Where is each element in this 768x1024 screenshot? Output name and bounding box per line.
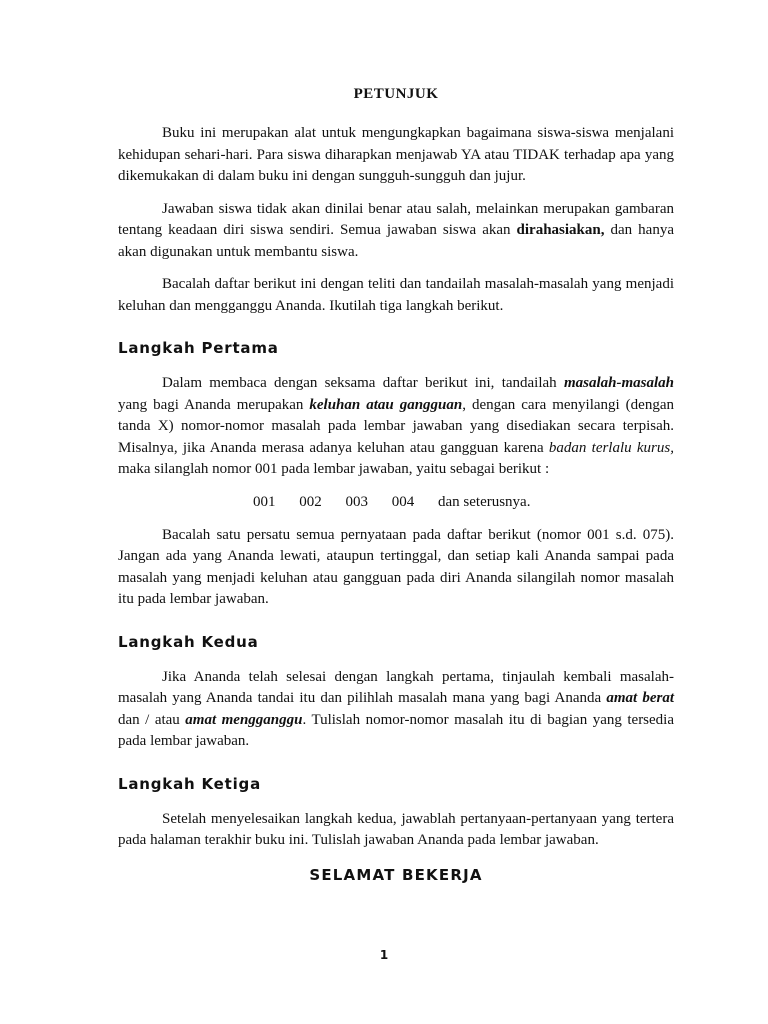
intro-paragraph-2-text-c: dan hanya akan digunakan untuk membantu siswa. xyxy=(118,222,674,260)
step3-heading: Langkah Ketiga xyxy=(118,774,261,793)
intro-paragraph-2 xyxy=(118,199,674,264)
example-number-003: 003 xyxy=(345,493,368,510)
page-number: 1 xyxy=(379,948,389,962)
emphasis-keluhan-atau-gangguan: keluhan atau gangguan xyxy=(309,396,463,413)
closing-text: SELAMAT BEKERJA xyxy=(309,865,483,884)
example-etcetera: dan seterusnya. xyxy=(438,493,531,510)
step1-heading: Langkah Pertama xyxy=(118,339,279,357)
step1-paragraph-2: Bacalah satu persatu semua pernyataan pada daftar berikut (nomor 001 s.d. 075). Jangan ada yang Ananda lewati, ataupun tertinggal, dan setiap kali Ananda sampai pada masalah yang menjadi keluhan atau gangguan pada diri Ananda silangilah nomor masalah itu pada lembar jawaban. xyxy=(118,526,674,607)
step2-text-c: dan / atau xyxy=(118,711,186,728)
emphasis-dirahasiakan: dirahasiakan, xyxy=(516,222,605,238)
step1-text-c: yang bagi Ananda merupakan xyxy=(118,396,310,413)
emphasis-amat-mengganggu: amat mengganggu xyxy=(185,711,303,728)
example-number-002: 002 xyxy=(299,493,322,510)
step2-text-e: . Tulislah nomor-nomor masalah itu di bagian yang tersedia pada lembar jawaban. xyxy=(118,711,675,749)
intro-paragraph-3: Bacalah daftar berikut ini dengan teliti dan tandailah masalah-masalah yang menjadi keluhan dan mengganggu Ananda. Ikutilah tiga langkah berikut. xyxy=(118,276,674,314)
example-number-001: 001 xyxy=(253,493,276,510)
example-number-004: 004 xyxy=(391,493,415,510)
intro-paragraph-2-text-a: Jawaban siswa tidak akan dinilai benar atau salah, melainkan merupakan gambaran tentang keadaan diri siswa sendiri. Semua jawaban siswa akan xyxy=(118,200,674,238)
step3-paragraph-1: Setelah menyelesaikan langkah kedua, jawablah pertanyaan-pertanyaan yang tertera pada halaman terakhir buku ini. Tulislah jawaban Ananda pada lembar jawaban. xyxy=(118,810,674,848)
intro-paragraph-1: Buku ini merupakan alat untuk mengungkapkan bagaimana siswa-siswa menjalani kehidupan sehari-hari. Para siswa diharapkan menjawab YA atau TIDAK terhadap apa yang dikemukakan di dalam buku ini dengan sungguh-sungguh dan jujur. xyxy=(118,125,674,184)
emphasis-amat-berat: amat berat xyxy=(606,690,674,706)
emphasis-badan-terlalu-kurus: badan terlalu kurus, xyxy=(548,439,674,456)
step2-paragraph-1 xyxy=(118,667,674,753)
step1-paragraph-1 xyxy=(118,373,674,481)
step2-text-a: Jika Ananda telah selesai dengan langkah pertama, tinjaulah kembali masalah-masalah yang Ananda tandai itu dan pilihlah masalah mana yang bagi Ananda xyxy=(118,668,674,706)
emphasis-masalah-masalah: masalah-masalah xyxy=(563,375,674,391)
step2-heading: Langkah Kedua xyxy=(118,632,259,651)
step1-text-a: Dalam membaca dengan seksama daftar berikut ini, tandailah xyxy=(162,375,564,391)
step1-text-e: , dengan cara menyilangi (dengan tanda X) nomor-nomor masalah pada lembar jawaban yang disediakan secara terpisah. Misalnya, jika Ananda merasa adanya keluhan atau gangguan karena xyxy=(118,396,674,456)
example-numbers xyxy=(118,492,674,513)
page-title: PETUNJUK xyxy=(353,86,439,102)
step1-text-g: maka silanglah nomor 001 pada lembar jawaban, yaitu sebagai berikut : xyxy=(118,461,550,477)
